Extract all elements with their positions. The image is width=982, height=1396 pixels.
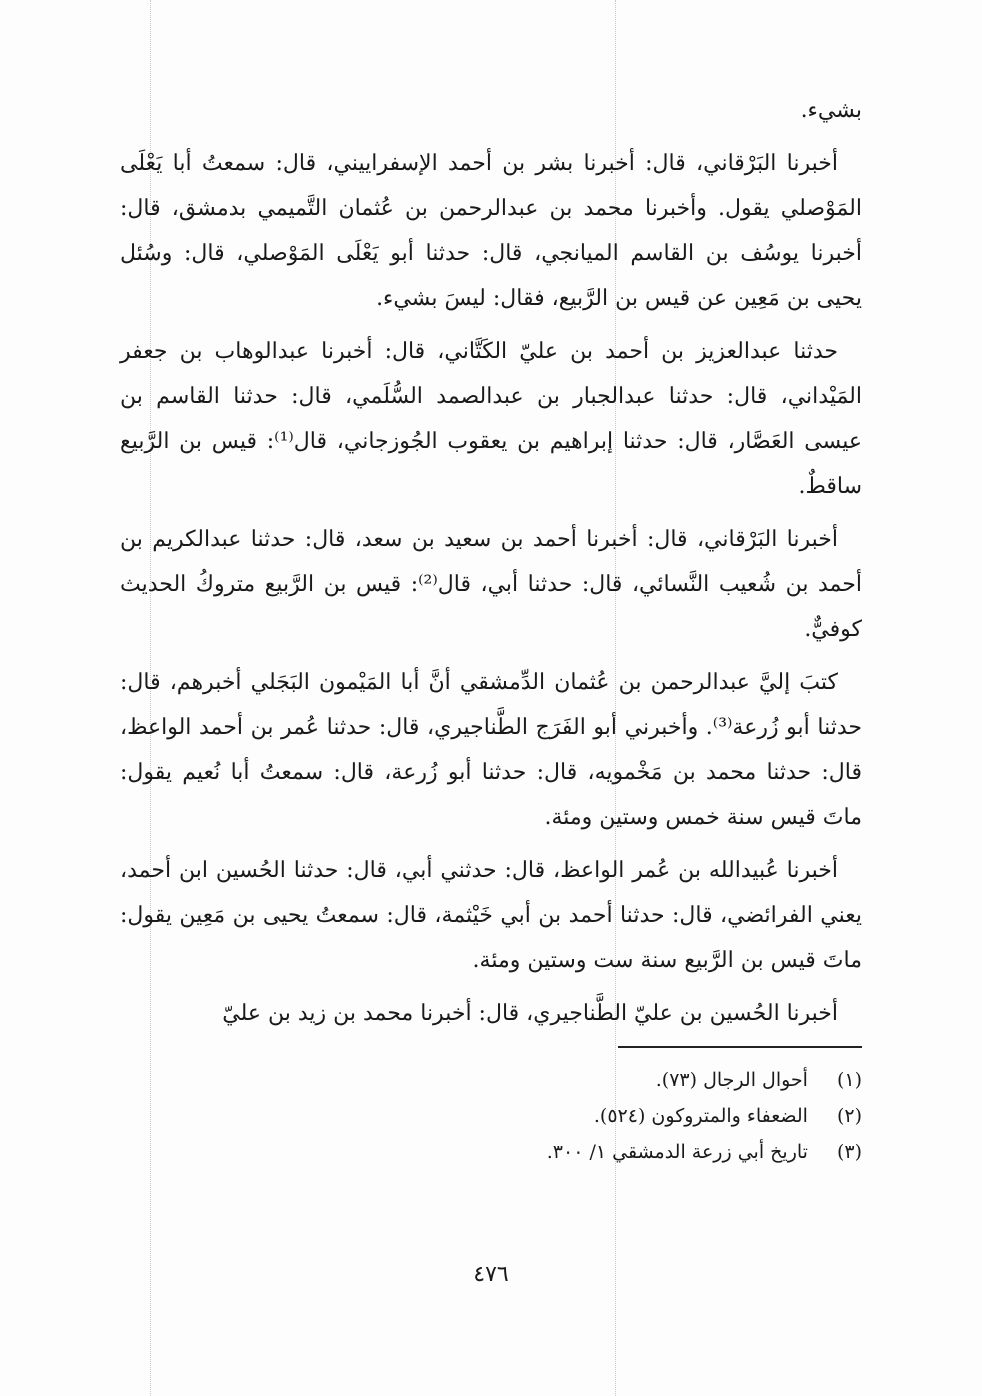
footnote-text: الضعفاء والمتروكون (٥٢٤). — [593, 1105, 808, 1127]
paragraph: أخبرنا الحُسين بن عليّ الطَّناجيري، قال: أخبرنا محمد بن زيد بن عليّ — [222, 1001, 838, 1026]
paragraph: أخبرنا البَرْقاني، قال: أخبرنا بشر بن أحمد الإسفراييني، قال: سمعتُ أبا يَعْلَى المَوْصلي يقول. وأخبرنا محمد بن عبدالرحمن بن عُثمان التَّميمي بدمشق، قال: أخبرنا يوسُف بن القاسم الميانجي، قال: حدثنا أبو يَعْلَى المَوْصلي، قال: وسُئل يحيى بن مَعِين عن قيس بن الرَّبيع، فقال: ليسَ بشيء. — [120, 151, 862, 311]
footnotes — [120, 1062, 862, 1170]
footnote-text: أحوال الرجال (٧٣). — [655, 1069, 808, 1091]
paragraph: أخبرنا عُبيدالله بن عُمر الواعظ، قال: حدثني أبي، قال: حدثنا الحُسين ابن أحمد، يعني الفرائضي، قال: حدثنا أحمد بن أبي خَيْثمة، قال: سمعتُ يحيى بن مَعِين يقول: ماتَ قيس بن الرَّبيع سنة ست وستين ومئة. — [120, 858, 862, 973]
footnote — [120, 1098, 862, 1134]
footnote — [120, 1062, 862, 1098]
paragraph: أخبرنا البَرْقاني، قال: أخبرنا أحمد بن سعيد بن سعد، قال: حدثنا عبدالكريم بن أحمد بن شُعيب النَّسائي، قال: حدثنا أبي، قال⁽²⁾: قيس بن الرَّبيع متروكُ الحديث كوفيٌّ. — [120, 527, 862, 642]
footnote-number: (٢) — [836, 1105, 862, 1127]
page-number: ٤٧٦ — [473, 1262, 509, 1287]
footnote-text: تاريخ أبي زرعة الدمشقي ١/ ٣٠٠. — [546, 1141, 808, 1163]
paragraph: حدثنا عبدالعزيز بن أحمد بن عليّ الكَتَّاني، قال: أخبرنا عبدالوهاب بن جعفر المَيْداني، قال: حدثنا عبدالجبار بن عبدالصمد السُّلَمي، قال: حدثنا القاسم بن عيسى العَصَّار، قال: حدثنا إبراهيم بن يعقوب الجُوزجاني، قال⁽¹⁾: قيس بن الرَّبيع ساقطٌ. — [120, 339, 862, 499]
paragraph: بشيء. — [800, 98, 862, 123]
footnote-number: (١) — [836, 1069, 862, 1091]
paragraph: كتبَ إليَّ عبدالرحمن بن عُثمان الدِّمشقي أنَّ أبا المَيْمون البَجَلي أخبرهم، قال: حدثنا أبو زُرعة⁽³⁾. وأخبرني أبو الفَرَج الطَّناجيري، قال: حدثنا عُمر بن أحمد الواعظ، قال: حدثنا محمد بن مَخْمويه، قال: حدثنا أبو زُرعة، قال: سمعتُ أبا نُعيم يقول: ماتَ قيس سنة خمس وستين ومئة. — [120, 670, 862, 830]
footnote-separator — [618, 1046, 862, 1048]
footnote-number: (٣) — [836, 1141, 862, 1163]
main-text — [120, 88, 862, 1036]
footnote — [120, 1134, 862, 1170]
